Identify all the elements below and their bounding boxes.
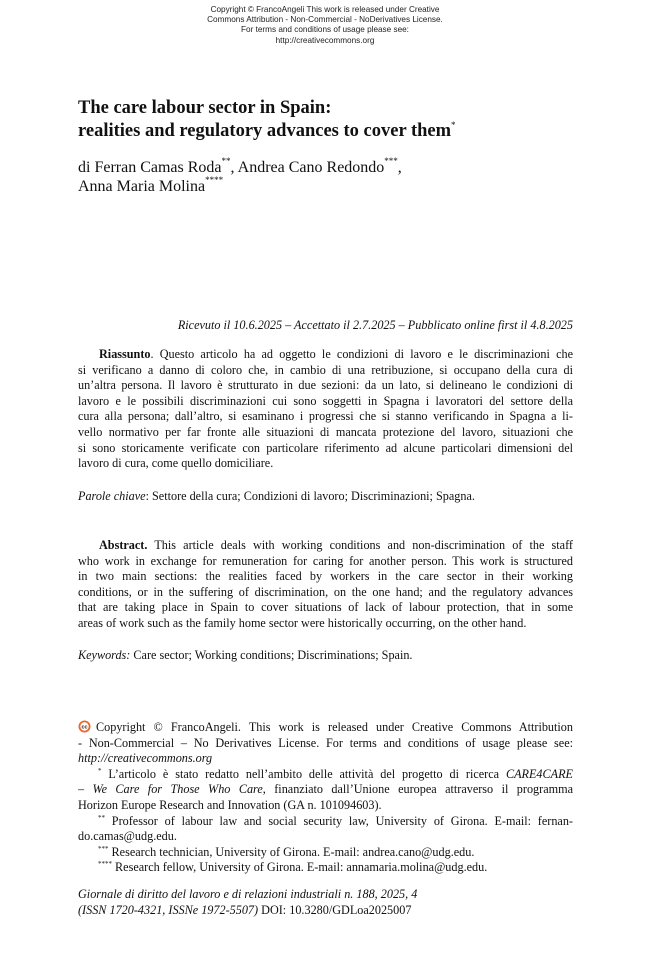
abstract-label: Abstract. <box>99 538 148 552</box>
abstract-paragraph <box>78 538 573 632</box>
keywords <box>78 648 573 663</box>
parole-chiave <box>78 489 573 504</box>
copyright-banner <box>0 5 650 46</box>
authors-prefix: di <box>78 159 95 176</box>
line-text: Research technician, University of Girona. E-mail: andrea.cano@udg.edu. <box>108 844 475 859</box>
riassunto-label: Riassunto <box>99 347 151 361</box>
doi[interactable]: DOI: 10.3280/GDLoa2025007 <box>258 902 412 917</box>
separator: , <box>230 159 238 176</box>
footnote-line <box>78 814 573 830</box>
line-text: This article deals with working conditions and non-discrimination of the staff <box>147 538 573 552</box>
paragraph-line: un’altra persona. Il lavoro è strutturato in due sezioni: da un lato, si delineano le condizioni di <box>78 378 573 393</box>
footnote-mark[interactable]: ** <box>221 156 231 166</box>
footnote-mark[interactable]: *** <box>384 156 398 166</box>
footnote-line <box>78 860 573 876</box>
author-name: Andrea Cano Redondo <box>237 159 385 176</box>
title-text: realities and regulatory advances to cover them <box>78 121 452 141</box>
keywords-text: Care sector; Working conditions; Discriminations; Spain. <box>130 648 413 662</box>
paragraph-line: cura alla persona; dall’altro, si esaminano i progressi che si stanno verificando in Spagna a li- <box>78 409 573 424</box>
footnote-line <box>78 720 573 736</box>
paragraph-line: si sono storicamente verificate con particolare riferimento ad alcune particolari dimensioni del <box>78 440 573 455</box>
article-title <box>78 97 578 143</box>
line-text: Research fellow, University of Girona. E-mail: annamaria.molina@udg.edu. <box>112 860 488 875</box>
banner-line: Commons Attribution - Non-Commercial - NoDerivatives License. <box>207 15 443 25</box>
parole-label: Parole chiave <box>78 489 146 503</box>
riassunto-paragraph <box>78 347 573 472</box>
footnote-line <box>78 767 573 783</box>
authors-line <box>78 156 578 178</box>
footnote-line <box>78 845 573 861</box>
footnote-line: - Non-Commercial – No Derivatives License. For terms and conditions of usage please see: <box>78 735 573 750</box>
paragraph-line: vello normativo per far fronte alle situazioni di mancata protezione del lavoro, situazioni che <box>78 424 573 439</box>
author-name: Anna Maria Molina <box>78 177 206 195</box>
title-line: The care labour sector in Spain: <box>78 98 332 118</box>
project-subtitle: – We Care for Those Who Care <box>78 782 263 797</box>
footnote-mark: ** <box>98 813 105 822</box>
paragraph-line: conditions, or in the suffering of discrimination, on the one hand; and the regulatory advances <box>78 584 573 599</box>
journal-line <box>78 903 573 919</box>
footnotes <box>78 720 573 876</box>
parole-text: : Settore della cura; Condizioni di lavoro; Discriminazioni; Spagna. <box>145 489 475 503</box>
paragraph-line <box>78 538 573 554</box>
paragraph-line: areas of work such as the family home sector were historically occurring, on the other hand. <box>78 615 527 630</box>
separator: , <box>397 159 402 176</box>
creativecommons-link[interactable]: http://creativecommons.org <box>78 751 213 766</box>
journal-citation <box>78 887 573 918</box>
banner-line: http://creativecommons.org <box>275 35 375 45</box>
footnote-mark[interactable]: **** <box>205 174 224 185</box>
paragraph-line: si verificano a danno di coloro che, in cambio di una retribuzione, si occupano della cura di <box>78 362 573 377</box>
project-name: CARE4CARE <box>505 766 573 781</box>
svg-text:cc: cc <box>81 724 88 731</box>
author-name: Ferran Camas Roda <box>94 159 222 176</box>
footnote-mark: *** <box>98 844 109 853</box>
line-text: Copyright © FrancoAngeli. This work is released under Creative Commons Attribution <box>96 720 573 734</box>
journal-line: Giornale di diritto del lavoro e di relazioni industriali n. 188, 2025, 4 <box>78 887 418 901</box>
footnote-line <box>78 751 573 767</box>
keywords-label: Keywords: <box>78 648 131 662</box>
footnote-line: Horizon Europe Research and Innovation (GA n. 101094603). <box>78 797 382 812</box>
footnote-line <box>78 782 573 798</box>
paragraph-line: who work in exchange for remuneration for caring for another person. This work is structured <box>78 553 573 568</box>
paragraph-line: in two main sections: the realities faced by workers in the care sector in their working <box>78 569 573 584</box>
footnote-mark: **** <box>98 860 112 869</box>
banner-line: For terms and conditions of usage please see: <box>241 25 409 35</box>
authors-line <box>78 174 578 197</box>
paragraph-line: lavoro di cura, come quello domiciliare. <box>78 456 274 471</box>
line-text: L’articolo è stato redatto nell’ambito delle attività del progetto di ricerca <box>101 766 506 781</box>
line-text: , finanziato dall’Unione europea attraverso il programma <box>262 782 573 797</box>
issn: (ISSN 1720-4321, ISSNe 1972-5507) <box>78 902 259 917</box>
line-text: Professor of labour law and social security law, University of Girona. E-mail: fernan- <box>105 813 573 828</box>
authors <box>78 156 578 196</box>
footnote-line[interactable]: do.camas@udg.edu. <box>78 829 177 844</box>
title-line <box>78 120 578 143</box>
footnote-mark: * <box>98 766 102 775</box>
banner-line: Copyright © FrancoAngeli This work is released under Creative <box>210 5 440 14</box>
line-text: . Questo articolo ha ad oggetto le condizioni di lavoro e le discriminazioni che <box>150 347 573 361</box>
paragraph-line: that are taking place in Spain to cover situations of lack of labour protection, that in some <box>78 600 573 615</box>
received-dates: Ricevuto il 10.6.2025 – Accettato il 2.7.2025 – Pubblicato online first il 4.8.2025 <box>177 318 573 332</box>
paragraph-line <box>78 347 573 363</box>
paragraph-line: lavoro e le possibili discriminazioni cui sono soggetti in Spagna i lavoratori del settore della <box>78 393 573 408</box>
creative-commons-icon <box>78 720 92 733</box>
footnote-mark[interactable]: * <box>451 120 456 130</box>
